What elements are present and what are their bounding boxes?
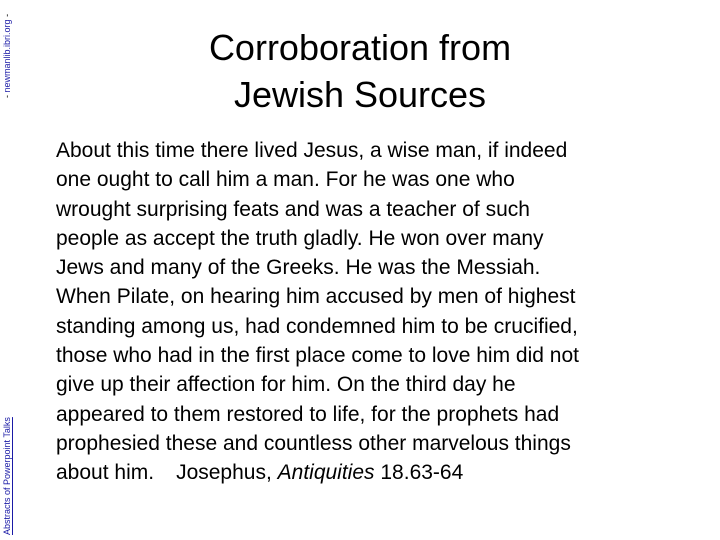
slide-title-line-2: Jewish Sources bbox=[233, 74, 487, 115]
citation-reference: 18.63-64 bbox=[380, 461, 464, 485]
quote-line: prophesied these and countless other marvelous things bbox=[56, 431, 571, 455]
quote-line: When Pilate, on hearing him accused by men of highest bbox=[56, 285, 576, 309]
quote-line: people as accept the truth gladly. He won over many bbox=[56, 226, 544, 250]
citation-author: Josephus, bbox=[176, 461, 272, 485]
slide-title-line-1: Corroboration from bbox=[208, 27, 512, 68]
abstracts-link[interactable]: Abstracts of Powerpoint Talks bbox=[2, 417, 12, 535]
dash-right: - bbox=[2, 13, 12, 17]
quote-body bbox=[56, 136, 666, 488]
quote-last-line bbox=[56, 458, 666, 487]
quote-line: About this time there lived Jesus, a wise man, if indeed bbox=[56, 139, 568, 162]
site-link-label[interactable] bbox=[2, 0, 12, 98]
quote-line: give up their affection for him. On the third day he bbox=[56, 373, 516, 397]
citation-work: Antiquities bbox=[277, 461, 375, 485]
site-url-link[interactable]: newmanlib.ibri.org bbox=[2, 19, 12, 93]
quote-line: appeared to them restored to life, for the prophets had bbox=[56, 402, 560, 426]
quote-line: those who had in the first place come to love him did not bbox=[56, 344, 579, 368]
quote-line: wrought surprising feats and was a teacher of such bbox=[56, 197, 530, 221]
quote-line: one ought to call him a man. For he was one who bbox=[56, 168, 515, 192]
quote-line-end: about him. bbox=[56, 461, 155, 485]
dash-left: - bbox=[2, 95, 12, 98]
quote-line: Jews and many of the Greeks. He was the Messiah. bbox=[56, 256, 541, 280]
slide-title bbox=[150, 24, 570, 118]
quote-line: standing among us, had condemned him to be crucified, bbox=[56, 314, 578, 338]
